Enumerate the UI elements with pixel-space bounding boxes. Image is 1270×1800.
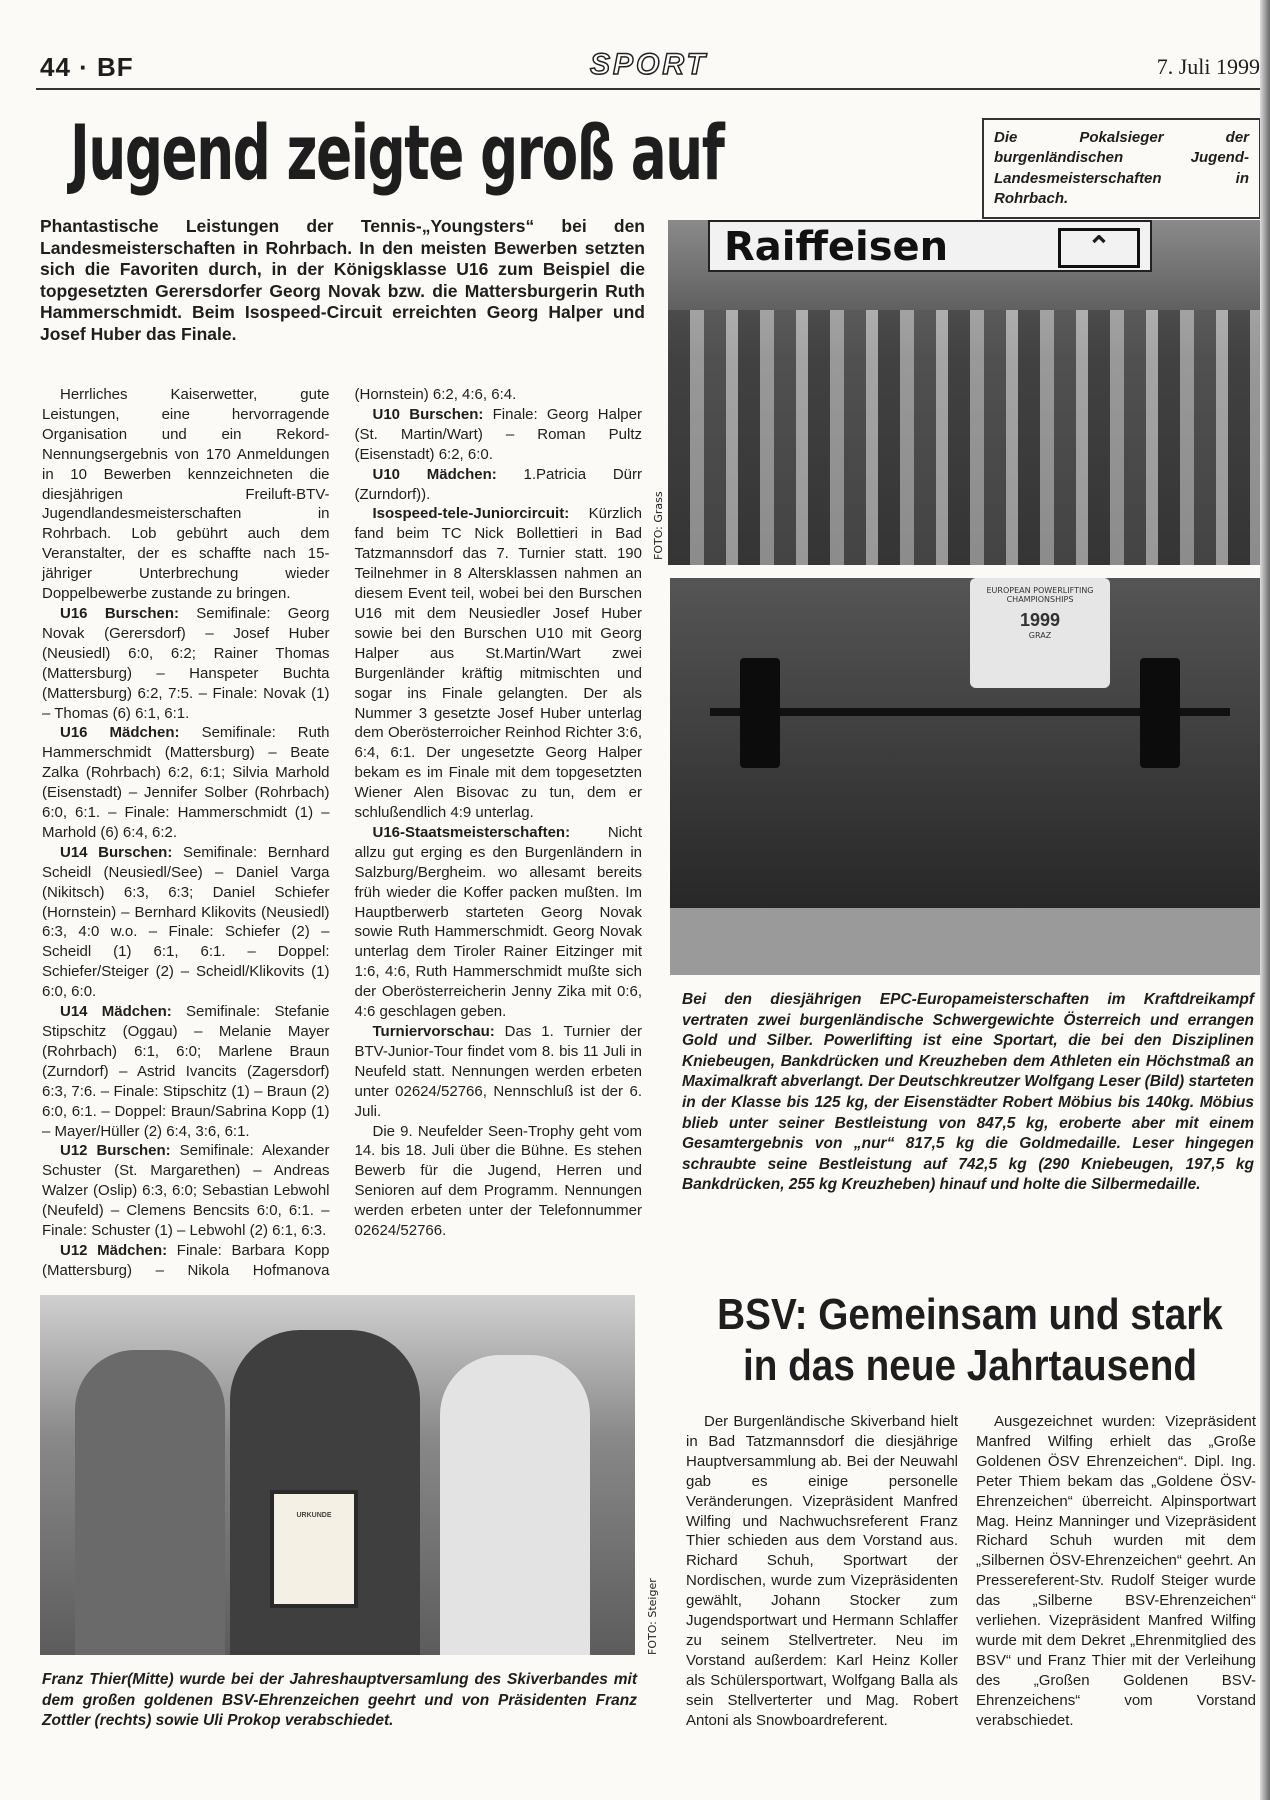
paragraph-label: U10 Burschen: — [372, 405, 484, 423]
tennis-paragraph — [355, 1122, 643, 1241]
bsv-column-2 — [976, 1412, 1256, 1731]
tennis-headline: Jugend zeigte groß auf — [70, 108, 724, 197]
paragraph-label: U14 Mädchen: — [60, 1003, 172, 1021]
players-group — [668, 310, 1260, 565]
paragraph-text: Semifinale: Bernhard Scheidl (Neusiedl/See) – Daniel Varga (Nikitsch) 6:3, 6:3; Daniel Schiefer (Hornstein) – Bernhard Klikovits (Neusiedl) 6:3, 4:0 w.o. – Finale: Schiefer (2) – Scheidl (1) 6:1, 6:1. – Doppel: Schiefer/Steiger (2) – Scheidl/Klikovits (1) 6:0, 6:0. — [42, 843, 330, 1001]
tennis-paragraph — [42, 723, 330, 842]
powerlifting-photo — [670, 578, 1260, 975]
paragraph-text: Finale: Barbara Kopp (Mattersburg) – Nikola Hofmanova (Hornstein) 6:2, 4:6, 6:4. — [42, 386, 517, 1279]
paragraph-text: Semifinale: Stefanie Stipschitz (Oggau) – Melanie Mayer (Rohrbach) 6:1, 6:0; Marlene Braun (Zurndorf) – Astrid Ivancits (Zagersdorf) 6:3, 7:6. – Finale: Stipschitz (1) – Braun (2) 6:0, 6:1. – Doppel: Braun/Sabrina Kopp (1) – Mayer/Hüller (2) 6:4, 3:6, 6:1. — [42, 1003, 330, 1140]
certificate — [270, 1490, 358, 1608]
paragraph-text: Semifinale: Ruth Hammerschmidt (Mattersburg) – Beate Zalka (Rohrbach) 6:2, 6:1; Silvia Marhold (Eisenstadt) – Jennifer Solber (Rohrbach) 6:0, 6:1. – Finale: Hammerschmidt (1) – Marhold (6) 6:4, 6:2. — [42, 724, 330, 841]
paragraph-label: U14 Burschen: — [60, 843, 173, 861]
man-left — [75, 1350, 225, 1655]
epc-banner-city: GRAZ — [1028, 631, 1052, 640]
paragraph-label: U10 Mädchen: — [372, 465, 497, 483]
tennis-photo-credit: FOTO: Grass — [652, 491, 665, 560]
raiffeisen-logo-icon: ⌃ — [1058, 228, 1140, 268]
paragraph-label: U16-Staatsmeisterschaften: — [372, 823, 571, 841]
section-title: SPORT — [590, 48, 708, 81]
tennis-lead: Phantastische Leistungen der Tennis-„Youngsters“ bei den Landesmeisterschaften in Rohrbach. In den meisten Bewerben setzten sich die Favoriten durch, in der Königsklasse U16 zum Beispiel die topgesetzten Gerersdorfer Georg Novak bzw. die Mattersburgerin Ruth Hammerschmidt. Beim Isospeed-Circuit erreichten Georg Halper und Josef Huber das Finale. — [40, 216, 645, 344]
bsv-paragraph-1: Der Burgenländische Skiverband hielt in Bad Tatzmannsdorf die diesjährige Hauptversammlung ab. Bei der Neuwahl gab es einige personelle Veränderungen. Vizepräsident Manfred Wilfing und Nachwuchsreferent Franz Thier schieden aus dem Vorstand aus. Richard Schuh, Sportwart der Nordischen, wurde zum Vizepräsidenten gewählt, Johann Stocker zum Jugendsportwart und Hermann Schlaffer zu seinem Stellvertreter. Neu im Vorstand außerdem: Karl Heinz Koller als Schülersportwart, Wolfgang Balla als sein Stellverterter und Mag. Robert Antoni als Snowboardreferent. — [686, 1413, 958, 1729]
paragraph-text: Kürzlich fand beim TC Nick Bollettieri in Bad Tatzmannsdorf das 7. Turnier statt. 190 Teilnehmer in 8 Altersklassen nahmen an diesem Event teil, wobei bei den Burschen U16 mit dem Neusiedler Josef Huber sowie bei den Burschen U10 mit Georg Halper aus St.Martin/Wart zwei Burgenländer kräftig mitmischten und sogar ins Finale gelangten. Der als Nummer 3 gesetzte Josef Huber unterlag dem Oberösterroicher Reinhod Richter 3:6, 6:4, 6:1. Der ungesetzte Georg Halper bekam es im Finale mit dem topgesetzten Wiener Alen Bisovac zu tun, dem er schlußendlich 4:9 unterlag. — [354, 505, 642, 822]
bsv-photo-credit: FOTO: Steiger — [646, 1578, 659, 1655]
epc-banner — [970, 578, 1110, 688]
page-edge-shadow — [1260, 0, 1270, 1800]
bsv-photo-caption: Franz Thier(Mitte) wurde bei der Jahreshauptversamlung des Skiverbandes mit dem großen goldenen BSV-Ehrenzeichen geehrt und von Präsidenten Franz Zottler (rechts) sowie Uli Prokop verabschiedet. — [42, 1671, 637, 1730]
weight-plates-right — [1140, 658, 1180, 768]
paragraph-label: U12 Mädchen: — [60, 1241, 168, 1259]
man-right — [440, 1355, 590, 1655]
bsv-headline-line-1: BSV: Gemeinsam und stark — [717, 1290, 1223, 1339]
tennis-paragraph — [355, 504, 643, 823]
paragraph-label: Turniervorschau: — [372, 1023, 495, 1040]
paragraph-label: U16 Burschen: — [60, 604, 179, 622]
header-rule — [36, 88, 1261, 90]
tennis-paragraph — [42, 385, 330, 604]
powerlifting-caption: Bei den diesjährigen EPC-Europameisterschaften im Kraftdreikampf vertraten zwei burgenländische Schwergewichte Österreich und errangen Gold und Silber. Powerlifting ist eine Sportart, die bei den Disziplinen Kniebeugen, Bankdrücken und Kreuzheben dem Athleten ein Höchstmaß an Maximalkraft abverlangt. Der Deutschkreutzer Wolfgang Leser (Bild) starteten in der Klasse bis 125 kg, der Eisenstädter Robert Möbius bis 140kg. Möbius blieb unter seiner Bestleistung von 847,5 kg, eroberte aber mit einem Gesamtergebnis von „nur“ 817,5 kg die Goldmedaille. Leser hingegen schraubte seine Bestleistung auf 742,5 kg (290 Kniebeugen, 197,5 kg Bankdrücken, 255 kg Kreuzheben) hinauf und holte die Silbermedaille. — [682, 991, 1254, 1194]
certificate-title: URKUNDE — [296, 1512, 332, 1519]
paragraph-text: Herrliches Kaiserwetter, gute Leistungen, eine hervorragende Organisation und ein Rekord-Nennungsergebnis von 170 Anmeldungen in 10 Bewerben kennzeichneten die diesjährigen Freiluft-BTV-Jugendlandesmeisterschaften in Rohrbach. Lob gebührt auch dem Veranstalter, der es schaffte nach 15-jähriger Unterbrechung wieder Doppelbewerbe zustande zu bringen. — [42, 386, 330, 603]
epc-banner-title: EUROPEAN POWERLIFTING CHAMPIONSHIPS — [986, 586, 1094, 604]
raiffeisen-banner — [708, 220, 1152, 272]
tennis-paragraph — [42, 1002, 330, 1141]
issue-date: 7. Juli 1999 — [1156, 54, 1260, 79]
bsv-paragraph-2: Ausgezeichnet wurden: Vizepräsident Manfred Wilfing erhielt das „Große Goldenen ÖSV Ehrenzeichen“. Dipl. Ing. Peter Thiem bekam das „Goldene ÖSV-Ehrenzeichen“ überreicht. Alpinsportwart Mag. Heinz Manninger und Vizepräsident Richard Schuh wurden mit dem „Silbernen ÖSV-Ehrenzeichen“ geehrt. An Pressereferent-Stv. Rudolf Steiger wurde das „Silberne BSV-Ehrenzeichen“ verliehen. Vizepräsident Manfred Wilfing wurde mit dem Dekret „Ehrenmitglied des BSV“ und Franz Thier mit der Verleihung des „Großen Goldenen BSV-Ehrenzeichens“ vom Vorstand verabschiedet. — [976, 1413, 1256, 1729]
paragraph-text: Das 1. Turnier der BTV-Junior-Tour findet vom 8. bis 11 Juli in Neufeld statt. Nennungen werden erbeten unter 02624/52766, Nennschluß ist der 6. Juli. — [354, 1023, 642, 1120]
bsv-headline-line-2: in das neue Jahrtausend — [742, 1340, 1198, 1390]
tennis-paragraph — [42, 843, 330, 1002]
paragraph-label: Isospeed-tele-Juniorcircuit: — [372, 505, 570, 523]
platform — [670, 908, 1260, 975]
paragraph-label: U12 Burschen: — [60, 1142, 171, 1160]
paragraph-text: 1.Patricia Dürr (Zurndorf)). — [354, 465, 642, 503]
tennis-paragraph — [355, 465, 643, 505]
tennis-team-photo — [668, 220, 1260, 565]
bsv-award-photo — [40, 1295, 635, 1655]
tennis-paragraph — [42, 604, 330, 723]
paragraph-text: Semifinale: Alexander Schuster (St. Margarethen) – Andreas Walzer (Oslip) 6:3, 6:0; Sebastian Lebwohl (Neufeld) – Clemens Bencsits 6:0, 6:1. – Finale: Schuster (1) – Lebwohl (2) 6:1, 6:3. — [42, 1142, 330, 1240]
tennis-paragraph — [42, 1141, 330, 1241]
tennis-paragraph — [355, 1022, 643, 1122]
epc-banner-year: 1999 — [1019, 610, 1061, 630]
paragraph-text: Nicht allzu gut erging es den Burgenländern in Salzburg/Bergheim. wo allesamt bereits früh wieder die Koffer packen mußten. Im Hauptberwerb starteten Georg Novak sowie Ruth Hammerschmidt. Georg Novak unterlag dem Tiroler Rainer Eitzinger mit 1:6, 4:6, Ruth Hammerschmidt mußte sich der Oberösterreicherin Jenny Zika mit 0:6, 4:6 geschlagen geben. — [354, 823, 642, 1021]
bsv-column-1 — [686, 1412, 958, 1731]
paragraph-text: Die 9. Neufelder Seen-Trophy geht vom 14. bis 18. Juli über die Bühne. Es stehen Bewerb für die Jugend, Herren und Senioren auf dem Programm. Nennungen werden erbeten unter der Telefonnummer 02624/52766. — [354, 1122, 642, 1240]
weight-plates-left — [740, 658, 780, 768]
tennis-paragraph — [355, 823, 643, 1022]
raiffeisen-banner-text: Raiffeisen — [724, 224, 949, 270]
paragraph-text: Semifinale: Georg Novak (Gerersdorf) – Josef Huber (Neusiedl) 6:0, 6:2; Rainer Thomas (Mattersburg) – Hanspeter Buchta (Mattersburg) 6:2, 7:5. – Finale: Novak (1) – Thomas (6) 6:1, 6:1. — [42, 604, 330, 722]
tennis-photo-caption: Die Pokalsieger der burgenländischen Jugend-Landesmeisterschaften in Rohrbach. — [982, 118, 1261, 219]
tennis-paragraph — [355, 405, 643, 465]
page-number: 44 · BF — [40, 52, 134, 82]
paragraph-text: Finale: Georg Halper (St. Martin/Wart) – Roman Pultz (Eisenstadt) 6:2, 6:0. — [354, 405, 642, 463]
paragraph-label: U16 Mädchen: — [60, 724, 180, 742]
tennis-body-columns — [42, 385, 642, 1281]
bsv-headline — [706, 1290, 1234, 1391]
